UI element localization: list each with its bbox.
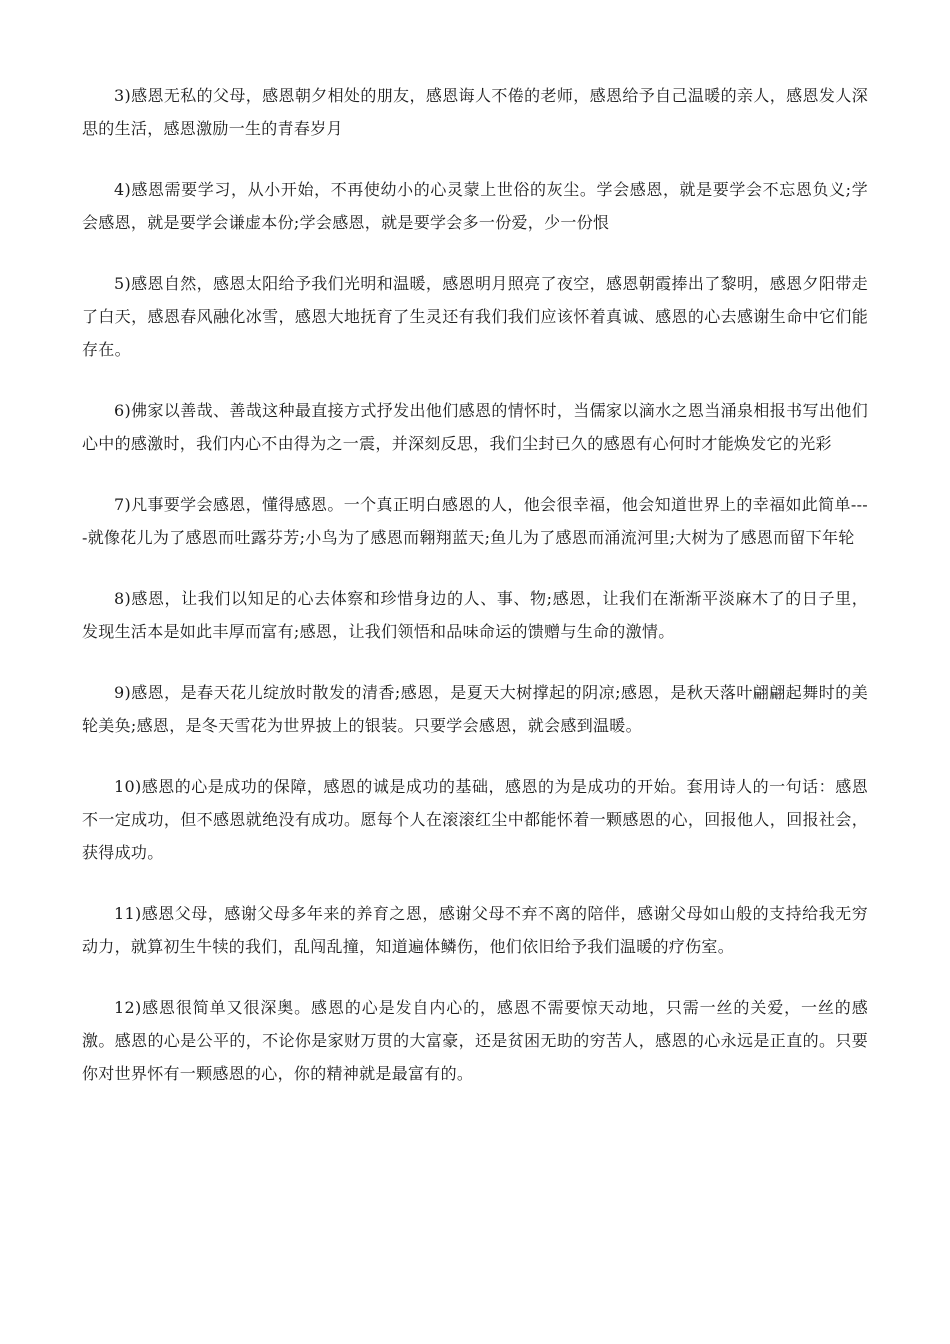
paragraph-12: 12)感恩很简单又很深奥。感恩的心是发自内心的，感恩不需要惊天动地，只需一丝的关爱，一丝的感激。感恩的心是公平的，不论你是家财万贯的大富豪，还是贫困无助的穷苦人，感恩的心永远是正直的。只要你对世界怀有一颗感恩的心，你的精神就是最富有的。: [82, 998, 868, 1083]
paragraph-11: 11)感恩父母，感谢父母多年来的养育之恩，感谢父母不弃不离的陪伴，感谢父母如山般的支持给我无穷动力，就算初生牛犊的我们，乱闯乱撞，知道遍体鳞伤，他们依旧给予我们温暖的疗伤室。: [82, 904, 868, 956]
paragraph-8: 8)感恩，让我们以知足的心去体察和珍惜身边的人、事、物;感恩，让我们在渐渐平淡麻木了的日子里，发现生活本是如此丰厚而富有;感恩，让我们领悟和品味命运的馈赠与生命的激情。: [82, 589, 868, 641]
paragraph-9: 9)感恩，是春天花儿绽放时散发的清香;感恩，是夏天大树撑起的阴凉;感恩，是秋天落叶翩翩起舞时的美轮美奂;感恩，是冬天雪花为世界披上的银装。只要学会感恩，就会感到温暖。: [82, 683, 868, 735]
paragraph-7: 7)凡事要学会感恩，懂得感恩。一个真正明白感恩的人，他会很幸福，他会知道世界上的幸福如此简单----就像花儿为了感恩而吐露芬芳;小鸟为了感恩而翱翔蓝天;鱼儿为了感恩而涌流河里;大树为了感恩而留下年轮: [82, 495, 868, 547]
paragraph-10: 10)感恩的心是成功的保障，感恩的诚是成功的基础，感恩的为是成功的开始。套用诗人的一句话：感恩不一定成功，但不感恩就绝没有成功。愿每个人在滚滚红尘中都能怀着一颗感恩的心，回报他人，回报社会，获得成功。: [82, 777, 868, 862]
paragraph-4: 4)感恩需要学习，从小开始，不再使幼小的心灵蒙上世俗的灰尘。学会感恩，就是要学会不忘恩负义;学会感恩，就是要学会谦虚本份;学会感恩，就是要学会多一份爱，少一份恨: [82, 180, 868, 232]
paragraph-6: 6)佛家以善哉、善哉这种最直接方式抒发出他们感恩的情怀时，当儒家以滴水之恩当涌泉相报书写出他们心中的感激时，我们内心不由得为之一震，并深刻反思，我们尘封已久的感恩有心何时才能焕发它的光彩: [82, 401, 868, 453]
document-body: [82, 79, 868, 1118]
paragraph-3: 3)感恩无私的父母，感恩朝夕相处的朋友，感恩诲人不倦的老师，感恩给予自己温暖的亲人，感恩发人深思的生活，感恩激励一生的青春岁月: [82, 86, 868, 138]
paragraph-5: 5)感恩自然，感恩太阳给予我们光明和温暖，感恩明月照亮了夜空，感恩朝霞捧出了黎明，感恩夕阳带走了白天，感恩春风融化冰雪，感恩大地抚育了生灵还有我们我们应该怀着真诚、感恩的心去感谢生命中它们能存在。: [82, 274, 868, 359]
